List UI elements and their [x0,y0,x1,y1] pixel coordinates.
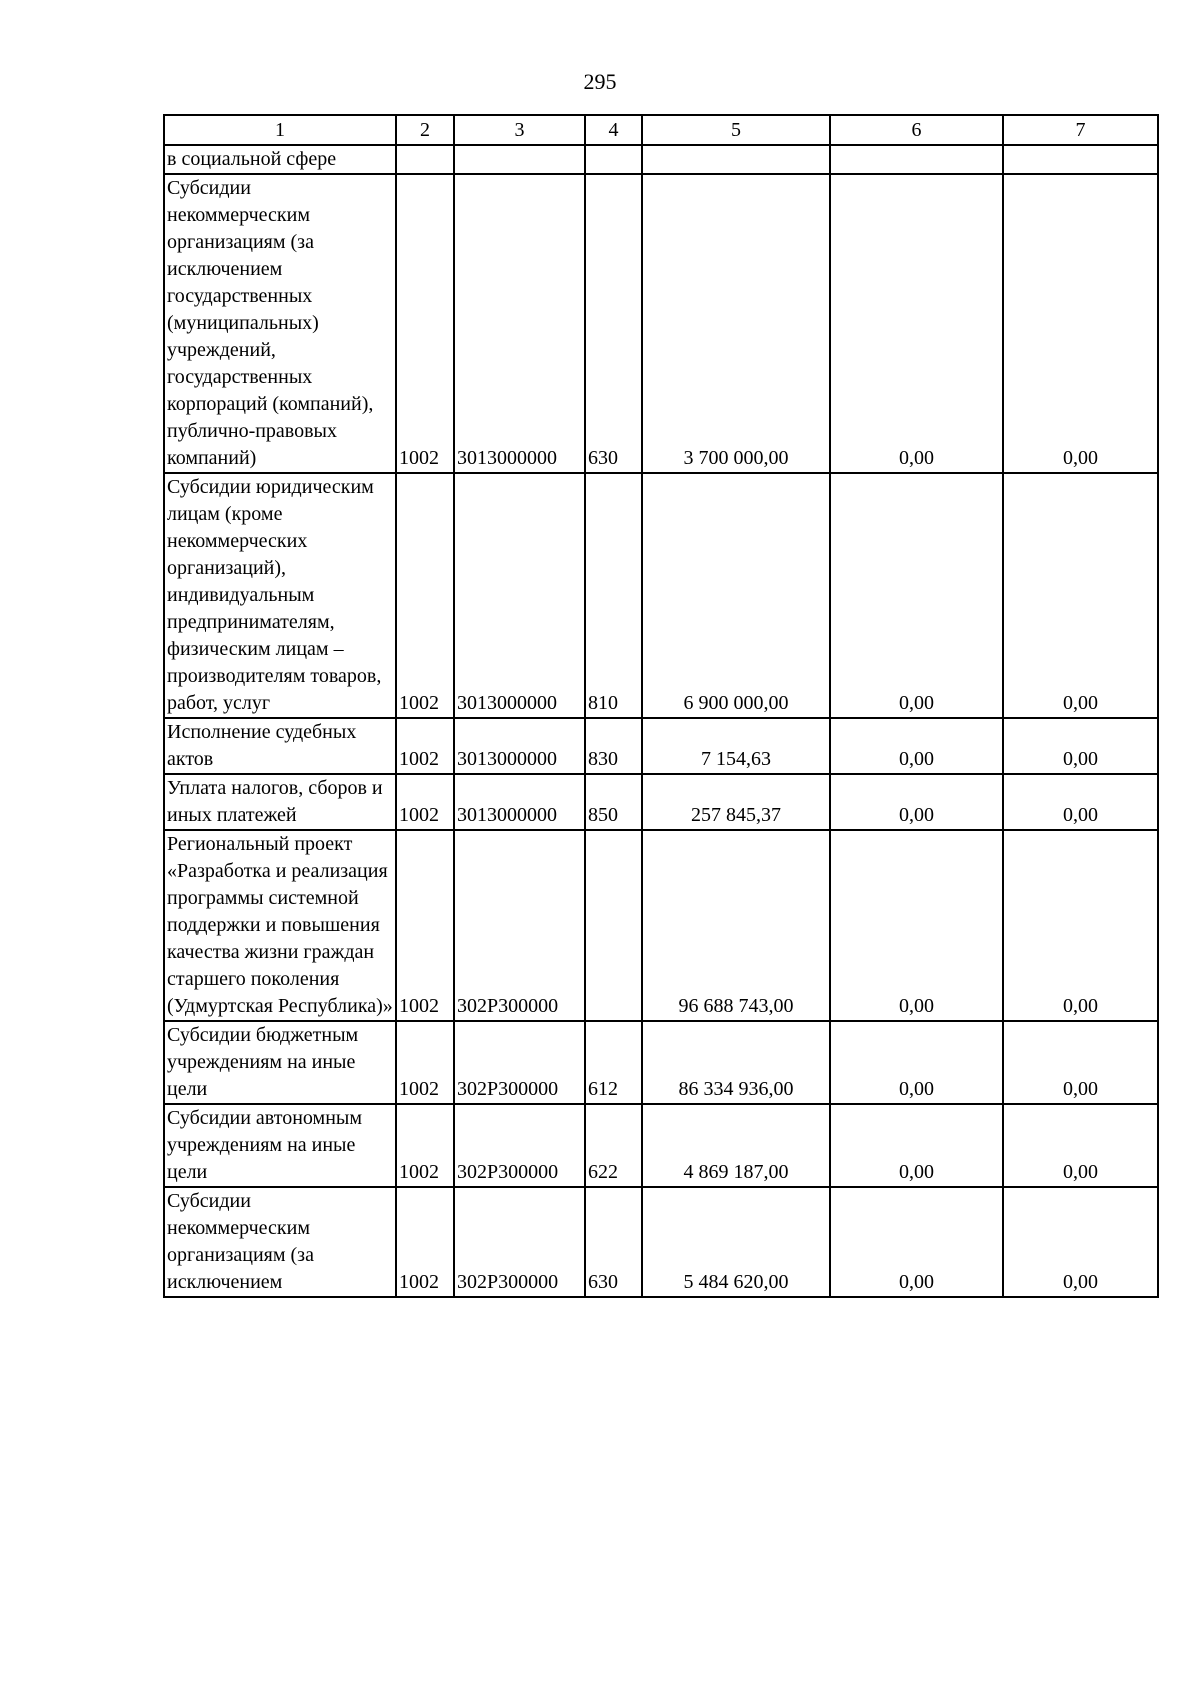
cell-section: 1002 [396,718,454,774]
table-row [164,145,1158,174]
cell-amount-5: 6 900 000,00 [642,473,830,718]
cell-amount-7: 0,00 [1003,718,1158,774]
cell-expense-type: 850 [585,774,642,830]
page-number: 295 [583,69,617,94]
cell-target-article: 3013000000 [454,473,585,718]
table-row [164,1104,1158,1187]
row-name: Субсидии некоммерческим организациям (за исключением государственных (муниципальных) учреждений, государственных корпораций (компаний), публично-правовых компаний) [164,174,396,473]
cell-amount-7: 0,00 [1003,774,1158,830]
cell-amount-7: 0,00 [1003,1104,1158,1187]
cell-target-article: 302P300000 [454,1187,585,1297]
cell-amount-7: 0,00 [1003,174,1158,473]
cell-amount-7: 0,00 [1003,830,1158,1021]
cell-amount-6: 0,00 [830,718,1003,774]
column-header: 5 [642,115,830,145]
cell-amount-7: 0,00 [1003,1021,1158,1104]
row-name: Уплата налогов, сборов и иных платежей [164,774,396,830]
budget-table [163,114,1159,1298]
cell-amount-5: 5 484 620,00 [642,1187,830,1297]
cell-expense-type [585,145,642,174]
table-row [164,830,1158,1021]
table-row [164,1021,1158,1104]
cell-amount-5: 7 154,63 [642,718,830,774]
cell-amount-5: 4 869 187,00 [642,1104,830,1187]
row-name: Субсидии автономным учреждениям на иные цели [164,1104,396,1187]
table-row [164,718,1158,774]
cell-target-article: 3013000000 [454,718,585,774]
cell-amount-6 [830,145,1003,174]
column-header: 6 [830,115,1003,145]
cell-expense-type: 612 [585,1021,642,1104]
cell-section: 1002 [396,830,454,1021]
row-name: Субсидии некоммерческим организациям (за исключением [164,1187,396,1297]
cell-amount-7 [1003,145,1158,174]
row-name: Региональный проект «Разработка и реализация программы системной поддержки и повышения качества жизни граждан старшего поколения (Удмуртская Республика)» [164,830,396,1021]
cell-amount-7: 0,00 [1003,1187,1158,1297]
column-header: 4 [585,115,642,145]
cell-amount-6: 0,00 [830,174,1003,473]
row-name: в социальной сфере [164,145,396,174]
column-header: 3 [454,115,585,145]
table-row [164,473,1158,718]
cell-amount-6: 0,00 [830,774,1003,830]
cell-target-article [454,145,585,174]
cell-section: 1002 [396,774,454,830]
cell-amount-5: 96 688 743,00 [642,830,830,1021]
cell-amount-6: 0,00 [830,830,1003,1021]
table-row [164,774,1158,830]
cell-expense-type: 622 [585,1104,642,1187]
cell-expense-type: 830 [585,718,642,774]
cell-amount-7: 0,00 [1003,473,1158,718]
cell-expense-type [585,830,642,1021]
cell-section: 1002 [396,473,454,718]
cell-section: 1002 [396,174,454,473]
column-header: 1 [164,115,396,145]
cell-expense-type: 810 [585,473,642,718]
cell-target-article: 302P300000 [454,1021,585,1104]
cell-expense-type: 630 [585,174,642,473]
cell-section: 1002 [396,1187,454,1297]
column-header: 7 [1003,115,1158,145]
table-row [164,1187,1158,1297]
cell-section: 1002 [396,1104,454,1187]
cell-amount-6: 0,00 [830,473,1003,718]
cell-amount-6: 0,00 [830,1187,1003,1297]
cell-amount-5: 257 845,37 [642,774,830,830]
cell-amount-5 [642,145,830,174]
column-header: 2 [396,115,454,145]
cell-target-article: 302P300000 [454,830,585,1021]
row-name: Субсидии бюджетным учреждениям на иные цели [164,1021,396,1104]
cell-amount-6: 0,00 [830,1104,1003,1187]
cell-target-article: 3013000000 [454,174,585,473]
cell-target-article: 302P300000 [454,1104,585,1187]
table-row [164,174,1158,473]
cell-section: 1002 [396,1021,454,1104]
cell-amount-6: 0,00 [830,1021,1003,1104]
row-name: Исполнение судебных актов [164,718,396,774]
cell-amount-5: 3 700 000,00 [642,174,830,473]
cell-target-article: 3013000000 [454,774,585,830]
cell-section [396,145,454,174]
row-name: Субсидии юридическим лицам (кроме некоммерческих организаций), индивидуальным предпринимателям, физическим лицам – производителям товаров, работ, услуг [164,473,396,718]
table-header-row [164,115,1158,145]
cell-expense-type: 630 [585,1187,642,1297]
cell-amount-5: 86 334 936,00 [642,1021,830,1104]
